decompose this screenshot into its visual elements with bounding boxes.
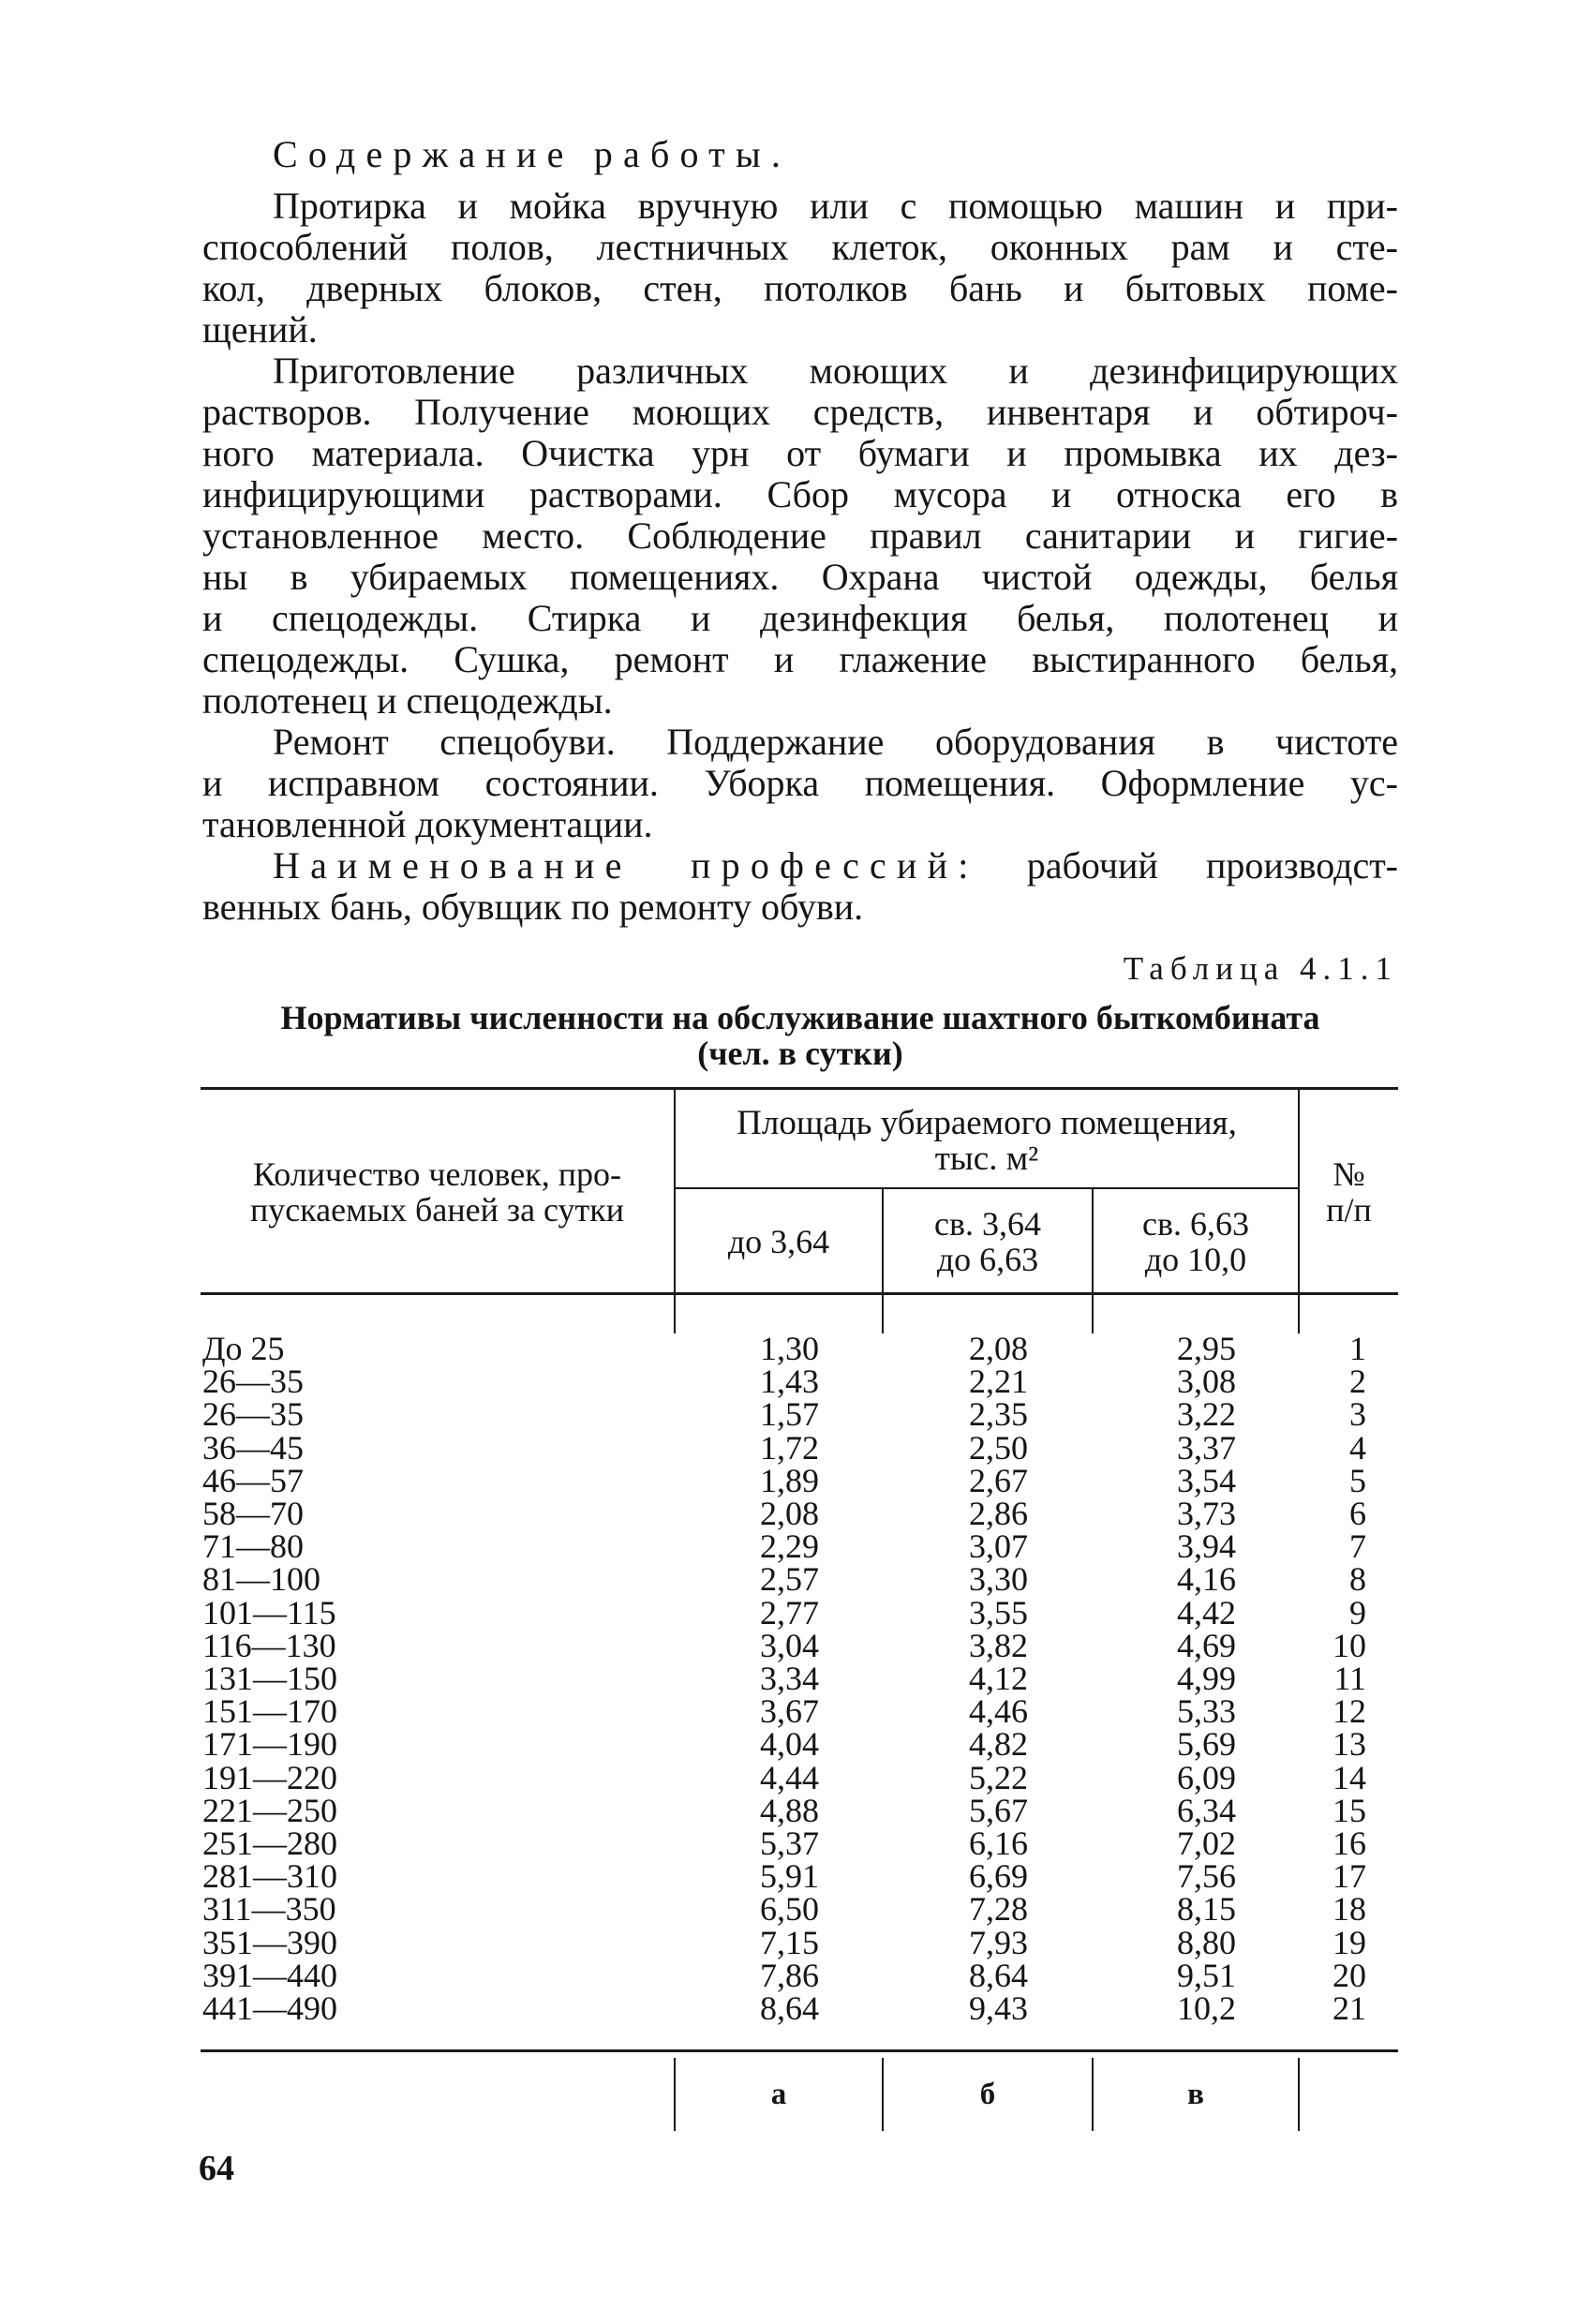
cell-area-a: 6,50 <box>760 1890 819 1929</box>
header-line: Площадь убираемого помещения, <box>737 1104 1237 1142</box>
table-row <box>0 1827 1593 1860</box>
cell-area-v: 7,56 <box>1177 1857 1236 1896</box>
cell-area-v: 3,37 <box>1177 1428 1236 1467</box>
paragraph-line: и исправном состоянии. Уборка помещения. Оформление ус- <box>202 762 1398 804</box>
header-line: св. 3,64 <box>934 1204 1041 1243</box>
header-line: до 3,64 <box>727 1222 830 1260</box>
cell-row-number: 15 <box>1332 1791 1366 1829</box>
header-number <box>1300 1090 1398 1293</box>
cell-area-v: 4,99 <box>1177 1660 1236 1697</box>
cell-area-a: 1,89 <box>760 1461 819 1499</box>
cell-area-a: 1,30 <box>760 1330 819 1367</box>
cell-area-a: 8,64 <box>760 1989 819 2027</box>
paragraph-line: Приготовление различных моющих и дезинфицирующих <box>273 350 1398 392</box>
paragraph-preparation <box>202 350 1398 722</box>
table-title <box>202 1000 1398 1071</box>
paragraph-line: венных бань, обувщик по ремонту обуви. <box>202 886 864 928</box>
header-persons <box>201 1090 674 1293</box>
cell-area-a: 3,67 <box>760 1692 819 1731</box>
cell-area-b: 3,55 <box>969 1593 1028 1631</box>
cell-area-b: 8,64 <box>969 1956 1028 1994</box>
cell-area-b: 4,82 <box>969 1725 1028 1764</box>
cell-persons: 171—190 <box>202 1725 337 1764</box>
cell-row-number: 6 <box>1349 1495 1366 1532</box>
paragraph-line: тановленной документации. <box>202 803 653 845</box>
cell-area-b: 4,12 <box>969 1660 1028 1697</box>
cell-persons: 221—250 <box>202 1791 337 1829</box>
cell-row-number: 10 <box>1332 1626 1366 1664</box>
header-area <box>676 1090 1298 1193</box>
header-line: св. 6,63 <box>1142 1204 1249 1243</box>
table-row <box>0 1428 1593 1467</box>
cell-area-v: 3,54 <box>1177 1461 1236 1499</box>
cell-row-number: 7 <box>1349 1527 1366 1566</box>
cell-area-a: 4,04 <box>760 1725 819 1764</box>
cell-persons: 101—115 <box>202 1593 336 1631</box>
cell-row-number: 2 <box>1349 1363 1366 1401</box>
cell-row-number: 3 <box>1349 1395 1366 1434</box>
cell-area-v: 5,33 <box>1177 1692 1236 1731</box>
cell-row-number: 17 <box>1332 1857 1366 1896</box>
cell-area-v: 3,08 <box>1177 1363 1236 1401</box>
table-row <box>0 1395 1593 1434</box>
body-text <box>202 134 1398 928</box>
cell-area-a: 7,86 <box>760 1956 819 1994</box>
cell-area-a: 2,29 <box>760 1527 819 1566</box>
cell-row-number: 14 <box>1332 1758 1366 1796</box>
paragraph-line: способлений полов, лестничных клеток, оконных рам и сте- <box>202 226 1398 268</box>
cell-persons: 311—350 <box>202 1890 336 1929</box>
cell-area-b: 2,21 <box>969 1363 1028 1401</box>
cell-area-a: 4,44 <box>760 1758 819 1796</box>
cell-area-a: 2,08 <box>760 1495 819 1532</box>
cell-area-a: 1,57 <box>760 1395 819 1434</box>
table-row <box>0 1593 1593 1631</box>
cell-area-v: 6,09 <box>1177 1758 1236 1796</box>
cell-persons: 36—45 <box>202 1428 304 1467</box>
cell-persons: 251—280 <box>202 1825 337 1862</box>
cell-area-b: 4,46 <box>969 1692 1028 1731</box>
cell-area-v: 3,73 <box>1177 1495 1236 1532</box>
footer-col-a: а <box>770 2077 787 2111</box>
table-row <box>0 1857 1593 1896</box>
table-row <box>0 1791 1593 1829</box>
cell-area-b: 2,50 <box>969 1428 1028 1467</box>
header-line: до 6,63 <box>936 1240 1039 1278</box>
table-row <box>0 1527 1593 1566</box>
paragraph-professions <box>202 845 1398 928</box>
table-row <box>0 1890 1593 1929</box>
cell-persons: 116—130 <box>202 1626 336 1664</box>
cell-persons: 391—440 <box>202 1956 337 1994</box>
cell-area-v: 4,69 <box>1177 1626 1236 1664</box>
cell-area-v: 3,22 <box>1177 1395 1236 1434</box>
cell-persons: До 25 <box>202 1330 285 1367</box>
cell-area-b: 2,08 <box>969 1330 1028 1367</box>
paragraph-line: кол, дверных блоков, стен, потолков бань и бытовых поме- <box>202 267 1398 309</box>
header-line: до 10,0 <box>1144 1240 1247 1278</box>
table-row <box>0 1989 1593 2027</box>
table-rule-stub <box>674 1294 676 1333</box>
cell-persons: 58—70 <box>202 1495 304 1532</box>
paragraph-cleaning <box>202 186 1398 350</box>
cell-persons: 26—35 <box>202 1363 304 1401</box>
cell-row-number: 18 <box>1332 1890 1366 1929</box>
cell-area-v: 10,2 <box>1177 1989 1236 2027</box>
table-rule-stub <box>1298 1294 1300 1333</box>
table-row <box>0 1758 1593 1796</box>
table-row <box>0 1363 1593 1401</box>
cell-area-a: 5,91 <box>760 1857 819 1896</box>
table-rule-bottom <box>201 2049 1398 2052</box>
table-row <box>0 1725 1593 1764</box>
header-area-col-a <box>676 1189 882 1293</box>
cell-area-b: 7,28 <box>969 1890 1028 1929</box>
table-caption: Таблица 4.1.1 <box>1123 950 1398 987</box>
header-area-col-v <box>1094 1189 1298 1293</box>
table-row <box>0 1662 1593 1695</box>
cell-area-b: 2,35 <box>969 1395 1028 1434</box>
cell-area-b: 6,16 <box>969 1825 1028 1862</box>
paragraph-line: щений. <box>202 308 318 350</box>
cell-area-a: 5,37 <box>760 1825 819 1862</box>
cell-area-a: 1,43 <box>760 1363 819 1401</box>
section-heading: Содержание работы. <box>273 133 792 175</box>
page-number: 64 <box>199 2149 234 2188</box>
cell-persons: 46—57 <box>202 1461 304 1499</box>
cell-area-v: 3,94 <box>1177 1527 1236 1566</box>
table-row <box>0 1497 1593 1530</box>
paragraph-line: растворов. Получение моющих средств, инвентаря и обтироч- <box>202 391 1398 433</box>
header-area-col-b <box>884 1189 1092 1293</box>
table-title-line: Нормативы численности на обслуживание шахтного быткомбината <box>280 999 1320 1036</box>
cell-persons: 81—100 <box>202 1560 320 1599</box>
cell-area-b: 5,22 <box>969 1758 1028 1796</box>
paragraph-line: Ремонт спецобуви. Поддержание оборудования в чистоте <box>273 721 1398 763</box>
table-rule-footer <box>1298 2058 1300 2131</box>
table-row <box>0 1923 1593 1961</box>
paragraph-repair <box>202 722 1398 845</box>
cell-area-v: 2,95 <box>1177 1330 1236 1367</box>
footer-col-b: б <box>979 2077 996 2111</box>
header-line: п/п <box>1326 1190 1372 1229</box>
cell-row-number: 8 <box>1349 1560 1366 1599</box>
header-line: пускаемых баней за сутки <box>249 1190 625 1229</box>
paragraph-line: установленное место. Соблюдение правил санитарии и гигие- <box>202 514 1398 557</box>
table-row <box>0 1626 1593 1664</box>
table-row <box>0 1330 1593 1367</box>
cell-area-b: 5,67 <box>969 1791 1028 1829</box>
cell-area-b: 2,67 <box>969 1461 1028 1499</box>
paragraph-line: ного материала. Очистка урн от бумаги и промывка их дез- <box>202 432 1398 474</box>
cell-area-v: 4,16 <box>1177 1560 1236 1599</box>
professions-label: Наименование профессий: <box>273 844 979 886</box>
cell-row-number: 11 <box>1333 1660 1366 1697</box>
cell-area-a: 2,57 <box>760 1560 819 1599</box>
cell-row-number: 20 <box>1332 1956 1366 1994</box>
paragraph-line: и спецодежды. Стирка и дезинфекция белья, полотенец и <box>202 597 1398 639</box>
cell-area-b: 3,82 <box>969 1626 1028 1664</box>
cell-area-a: 7,15 <box>760 1923 819 1961</box>
cell-row-number: 21 <box>1332 1989 1366 2027</box>
cell-area-b: 3,30 <box>969 1560 1028 1599</box>
cell-area-a: 3,04 <box>760 1626 819 1664</box>
cell-persons: 441—490 <box>202 1989 337 2027</box>
cell-area-b: 3,07 <box>969 1527 1028 1566</box>
cell-row-number: 12 <box>1332 1692 1366 1731</box>
cell-area-v: 9,51 <box>1177 1956 1236 1994</box>
cell-area-b: 7,93 <box>969 1923 1028 1961</box>
table-body <box>0 1330 1593 2027</box>
cell-row-number: 19 <box>1332 1923 1366 1961</box>
paragraph-line: полотенец и спецодежды. <box>202 679 613 722</box>
table-row <box>0 1956 1593 1994</box>
cell-row-number: 13 <box>1332 1725 1366 1764</box>
header-line: № <box>1332 1155 1365 1193</box>
cell-persons: 191—220 <box>202 1758 337 1796</box>
cell-persons: 151—170 <box>202 1692 337 1731</box>
cell-area-v: 6,34 <box>1177 1791 1236 1829</box>
cell-area-v: 7,02 <box>1177 1825 1236 1862</box>
cell-area-a: 2,77 <box>760 1593 819 1631</box>
cell-row-number: 16 <box>1332 1825 1366 1862</box>
footer-col-v: в <box>1187 2077 1204 2111</box>
table-row <box>0 1461 1593 1499</box>
table-row <box>0 1692 1593 1731</box>
cell-area-a: 1,72 <box>760 1428 819 1467</box>
cell-area-v: 8,15 <box>1177 1890 1236 1929</box>
cell-area-a: 4,88 <box>760 1791 819 1829</box>
cell-persons: 131—150 <box>202 1660 337 1697</box>
cell-row-number: 9 <box>1349 1593 1366 1631</box>
cell-area-v: 8,80 <box>1177 1923 1236 1961</box>
paragraph-line: ны в убираемых помещениях. Охрана чистой одежды, белья <box>202 556 1398 598</box>
cell-area-b: 9,43 <box>969 1989 1028 2027</box>
table-rule-stub <box>1092 1294 1094 1333</box>
cell-area-a: 3,34 <box>760 1660 819 1697</box>
table-row <box>0 1560 1593 1599</box>
header-line: Количество человек, про- <box>253 1155 621 1193</box>
paragraph-line: Протирка и мойка вручную или с помощью машин и при- <box>273 185 1398 227</box>
table-title-line: (чел. в сутки) <box>697 1035 903 1072</box>
cell-area-b: 2,86 <box>969 1495 1028 1532</box>
table-rule-stub <box>882 1294 884 1333</box>
cell-persons: 26—35 <box>202 1395 304 1434</box>
cell-area-v: 5,69 <box>1177 1725 1236 1764</box>
cell-row-number: 1 <box>1349 1330 1366 1367</box>
cell-persons: 351—390 <box>202 1923 337 1961</box>
paragraph-line <box>202 845 1398 886</box>
paragraph-line: спецодежды. Сушка, ремонт и глажение выстиранного белья, <box>202 638 1398 680</box>
professions-text: рабочий производст- <box>1026 844 1398 886</box>
header-line: тыс. м² <box>934 1140 1039 1178</box>
cell-persons: 71—80 <box>202 1527 304 1566</box>
cell-area-v: 4,42 <box>1177 1593 1236 1631</box>
cell-row-number: 5 <box>1349 1461 1366 1499</box>
cell-persons: 281—310 <box>202 1857 337 1896</box>
cell-area-b: 6,69 <box>969 1857 1028 1896</box>
paragraph-line: инфицирующими растворами. Сбор мусора и относка его в <box>202 473 1398 515</box>
cell-row-number: 4 <box>1349 1428 1366 1467</box>
